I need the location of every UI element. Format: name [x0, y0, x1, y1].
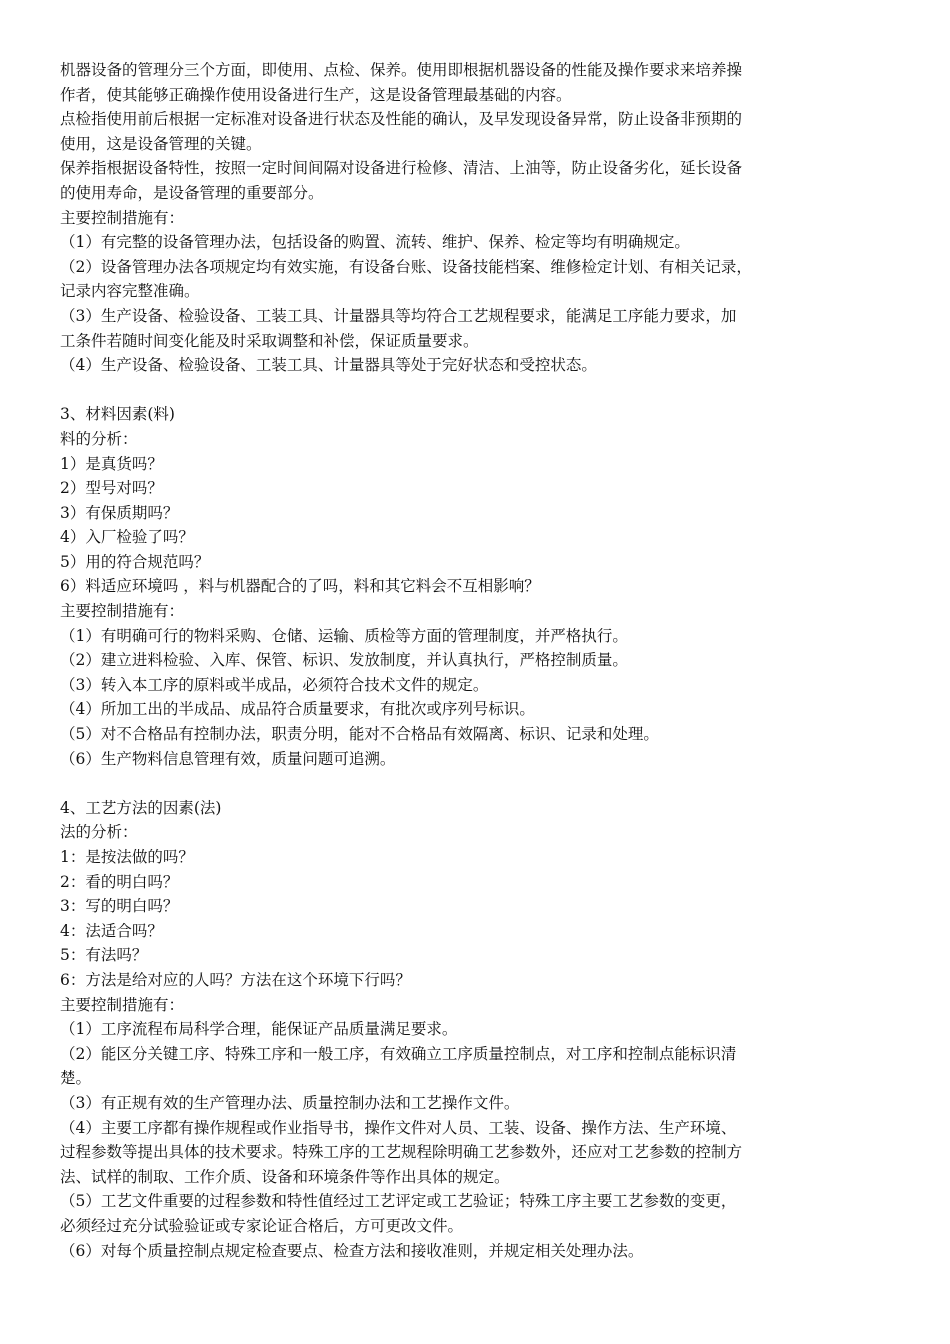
text-line: 3、材料因素(料)	[60, 405, 175, 424]
text-line: 主要控制措施有：	[60, 995, 185, 1014]
text-line: 2：看的明白吗？	[60, 872, 179, 891]
text-line: 1：是按法做的吗？	[60, 848, 194, 866]
text-line: （3）转入本工序的原料或半成品，必须符合技术文件的规定。	[60, 675, 489, 694]
text-line: 的使用寿命，是设备管理的重要部分。	[60, 183, 324, 202]
text-line: 机器设备的管理分三个方面，即使用、点检、保养。使用即根据机器设备的性能及操作要求来培养操	[60, 61, 743, 79]
text-line: 法、试样的制取、工作介质、设备和环境条件等作出具体的规定。	[60, 1167, 510, 1186]
text-line: （4）主要工序都有操作规程或作业指导书，操作文件对人员、工装、设备、操作方法、生产环境、	[60, 1118, 737, 1137]
text-line: （3）生产设备、检验设备、工装工具、计量器具等均符合工艺规程要求，能满足工序能力要求，加	[60, 306, 737, 325]
text-line: 使用，这是设备管理的关键。	[60, 134, 262, 153]
section-2	[60, 402, 896, 771]
text-line: （5）对不合格品有控制办法，职责分明，能对不合格品有效隔离、标识、记录和处理。	[60, 725, 659, 744]
text-line: （4）生产设备、检验设备、工装工具、计量器具等处于完好状态和受控状态。	[60, 356, 597, 375]
text-line: （4）所加工出的半成品、成品符合质量要求，有批次或序列号标识。	[60, 700, 535, 719]
text-line: 4：法适合吗？	[60, 921, 163, 940]
text-line: 3：写的明白吗？	[60, 897, 179, 916]
text-line: （6）对每个质量控制点规定检查要点、检查方法和接收准则，并规定相关处理办法。	[60, 1241, 644, 1260]
text-line: （2）设备管理办法各项规定均有效实施，有设备台账、设备技能档案、维修检定计划、有相关记录，	[60, 257, 752, 276]
text-line: （1）有明确可行的物料采购、仓储、运输、质检等方面的管理制度，并严格执行。	[60, 626, 628, 645]
text-line: 工条件若随时间变化能及时采取调整和补偿，保证质量要求。	[60, 331, 479, 350]
text-line: （2）能区分关键工序、特殊工序和一般工序，有效确立工序质量控制点，对工序和控制点能标识清	[60, 1044, 737, 1063]
section-gap	[60, 771, 896, 796]
text-line: （3）有正规有效的生产管理办法、质量控制办法和工艺操作文件。	[60, 1093, 520, 1112]
text-line: 作者，使其能够正确操作使用设备进行生产，这是设备管理最基础的内容。	[60, 85, 572, 104]
text-line: 5）用的符合规范吗？	[60, 552, 210, 571]
text-line: 6：方法是给对应的人吗？方法在这个环境下行吗？	[60, 970, 411, 989]
text-line: 楚。	[60, 1069, 92, 1088]
text-line: 保养指根据设备特性，按照一定时间间隔对设备进行检修、清洁、上油等，防止设备劣化，延长设备	[60, 159, 743, 178]
text-line: 必须经过充分试验验证或专家论证合格后，方可更改文件。	[60, 1216, 464, 1235]
document-body	[60, 58, 896, 1263]
text-line: 3）有保质期吗？	[60, 503, 179, 522]
text-line: （1）工序流程布局科学合理，能保证产品质量满足要求。	[60, 1020, 458, 1039]
section-3	[60, 796, 896, 1263]
text-line: 4、工艺方法的因素(法)	[60, 798, 222, 817]
text-line: 过程参数等提出具体的技术要求。特殊工序的工艺规程除明确工艺参数外，还应对工艺参数的控制方	[60, 1143, 743, 1162]
section-gap	[60, 378, 896, 403]
text-line: 主要控制措施有：	[60, 208, 185, 227]
text-line: 记录内容完整准确。	[60, 282, 200, 301]
text-line: 法的分析：	[60, 823, 138, 842]
text-line: 点检指使用前后根据一定标准对设备进行状态及性能的确认，及早发现设备异常，防止设备非预期的	[60, 110, 743, 129]
text-line: 5：有法吗？	[60, 946, 148, 965]
text-line: 4）入厂检验了吗？	[60, 528, 194, 547]
text-line: 2）型号对吗？	[60, 479, 163, 498]
text-line: （5）工艺文件重要的过程参数和特性值经过工艺评定或工艺验证；特殊工序主要工艺参数的变更，	[60, 1192, 737, 1211]
text-line: 1）是真货吗？	[60, 454, 163, 473]
text-line: （6）生产物料信息管理有效，质量问题可追溯。	[60, 749, 396, 768]
section-1	[60, 58, 896, 378]
text-line: （2）建立进料检验、入库、保管、标识、发放制度，并认真执行，严格控制质量。	[60, 651, 628, 670]
text-line: 6）料适应环境吗 ，料与机器配合的了吗，料和其它料会不互相影响？	[60, 577, 540, 596]
text-line: （1）有完整的设备管理办法，包括设备的购置、流转、维护、保养、检定等均有明确规定。	[60, 233, 690, 252]
text-line: 料的分析：	[60, 429, 138, 448]
text-line: 主要控制措施有：	[60, 602, 185, 621]
